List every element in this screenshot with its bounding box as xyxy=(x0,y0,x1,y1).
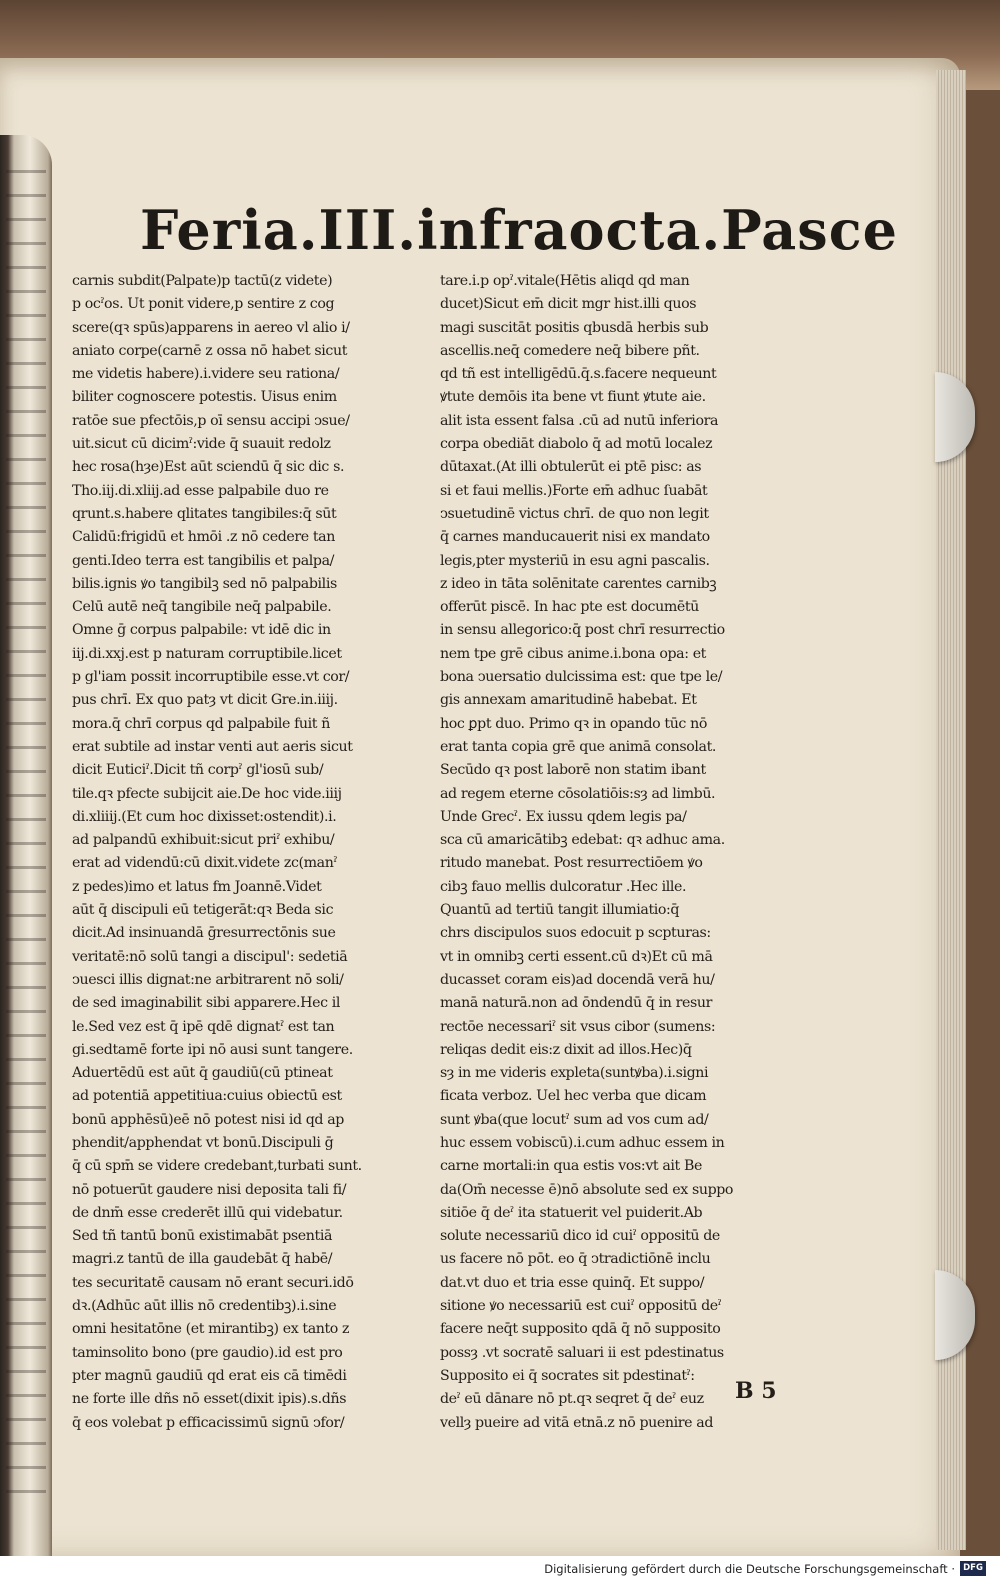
text-line: sitione ꝟo necessariū est cuiˀ oppositū deˀ xyxy=(440,1298,722,1315)
text-line: ne forte ille dñs nō esset(dixit ipis).s.dñs xyxy=(72,1391,347,1408)
text-line: bona ↄuersatio dulcissima est: que tpe le/ xyxy=(440,669,723,686)
text-line: cibꝫ fauo mellis dulcoratur .Hec ille. xyxy=(440,878,687,895)
dfg-logo: DFG xyxy=(960,1561,986,1576)
text-line: le.Sed vez est q̄ ipē qdē dignatˀ est tan xyxy=(72,1018,335,1035)
text-line: aniato corpe(carnē z ossa nō habet sicut xyxy=(72,342,347,359)
text-line: chrs discipulos suos edocuit p scpturas: xyxy=(440,925,711,942)
text-line: ratōe sue pfectōis,p oī sensu accipi ↄsue/ xyxy=(72,412,350,429)
text-line: de dnm̄ esse crederēt illū qui videbatur. xyxy=(72,1204,343,1221)
text-line: ad potentiā appetitiua:cuius obiectū est xyxy=(72,1088,342,1105)
text-line: gis annexam amaritudinē habebat. Et xyxy=(440,692,697,709)
text-line: Tho.iij.di.xliij.ad esse palpabile duo re xyxy=(72,482,329,499)
text-line: tile.qꝛ pfecte subijcit aie.De hoc vide.iiij xyxy=(72,785,342,802)
text-line: carnis subdit(Palpate)p tactū(z videte) xyxy=(72,273,333,289)
text-line: ↄuesci illis dignat:ne arbitrarent nō soli/ xyxy=(72,971,344,988)
text-line: tes securitatē causam nō erant securi.idō xyxy=(72,1274,354,1291)
text-line: taminsolito bono (pre gaudio).id est pro xyxy=(72,1344,343,1361)
text-line: dꝛ.(Adhūc aūt illis nō credentibꝫ).i.sine xyxy=(72,1298,337,1315)
text-line: manā naturā.non ad ōndendū q̄ in resur xyxy=(440,995,712,1012)
text-line: qd tñ est intelligēdū.q̄.s.facere nequeunt xyxy=(440,366,717,383)
digitization-credit: Digitalisierung gefördert durch die Deutsche Forschungsgemeinschaft · xyxy=(544,1562,955,1576)
text-line: ritudo manebat. Post resurrectiōem ꝟo xyxy=(440,855,703,872)
text-line: de sed imaginabilit sibi apparere.Hec il xyxy=(72,995,341,1012)
text-line: huc essem vobiscū).i.cum adhuc essem in xyxy=(440,1134,725,1151)
text-line: carne mortali:in qua estis vos:vt ait Be xyxy=(440,1158,702,1175)
text-line: p ocˀos. Ut ponit videre,p sentire z cog xyxy=(72,296,335,313)
text-line: pus chrī. Ex quo patȝ vt dicit Gre.in.iiij. xyxy=(72,692,338,709)
text-line: scere(qꝛ spūs)apparens in aereo vl alio i/ xyxy=(72,319,350,336)
text-line: sȝ in me videris expleta(suntꝟba).i.signi xyxy=(440,1065,709,1082)
text-line: magi suscitāt positis qbusdā herbis sub xyxy=(440,319,709,336)
text-line: aūt q̄ discipuli eū tetigerāt:qꝛ Beda sic xyxy=(72,902,334,919)
text-line: Secūdo qꝛ post laborē non statim ibant xyxy=(440,762,706,779)
text-line: vt in omnibꝫ certi essent.cū dꝛ)Et cū mā xyxy=(440,948,713,965)
text-line: mora.q̄ chrī corpus qd palpabile fuit ñ xyxy=(72,715,330,732)
text-line: me videtis habere).i.videre seu rationa/ xyxy=(72,366,340,383)
text-line: hec rosa(hȝe)Est aūt sciendū q̄ sic dic s. xyxy=(72,459,345,476)
text-line: ducasset coram eis)ad docendā verā hu/ xyxy=(440,971,715,988)
text-line: in sensu allegorico:q̄ post chrī resurrectio xyxy=(440,622,725,639)
text-line: biliter cognoscere potestis. Uisus enim xyxy=(72,389,337,406)
text-line: corpa obediāt diabolo q̄ ad motū localez xyxy=(440,436,713,453)
text-line: si et faui mellis.)Forte em̄ adhuc ſuabāt xyxy=(440,482,708,499)
text-line: gi.sedtamē forte ipi nō ausi sunt tangere. xyxy=(72,1041,353,1058)
text-line: dicit.Ad insinuandā ḡresurrectōnis sue xyxy=(72,925,336,942)
text-line: vellȝ pueire ad vitā etnā.z nō puenire ad xyxy=(440,1414,714,1431)
text-line: offerūt piscē. In hac pte est documētū xyxy=(440,599,699,616)
text-line: Quantū ad tertiū tangit illumiatio:q̄ xyxy=(440,902,680,919)
left-page-text-fragment xyxy=(6,170,46,1500)
text-line: veritatē:nō solū tangi a discipul': sedetiā xyxy=(72,948,348,965)
text-line: iij.di.xxj.est p naturam corruptibile.licet xyxy=(72,645,342,662)
text-line: ad palpandū exhibuit:sicut priˀ exhibu/ xyxy=(72,832,335,849)
text-line: tare.i.p opˀ.vitale(Hētis aliqd qd man xyxy=(440,273,690,289)
text-line: facere neq̄t supposito qdā q̄ nō supposito xyxy=(440,1321,721,1338)
text-line: z ideo in tāta solēnitate carentes carnibꝫ xyxy=(440,575,717,592)
text-line: Supposito ei q̄ socrates sit pdestinatˀ: xyxy=(440,1367,695,1384)
text-line: bilis.ignis ꝟo tangibilꝫ sed nō palpabilis xyxy=(72,575,337,592)
text-line: ficata verboz. Uel hec verba que dicam xyxy=(440,1088,707,1105)
text-line: magri.z tantū de illa gaudebāt q̄ habē/ xyxy=(72,1251,333,1268)
text-line: Omne ḡ corpus palpabile: vt idē dic in xyxy=(72,622,331,639)
text-line: omni hesitatōne (et mirantibꝫ) ex tanto z xyxy=(72,1321,350,1338)
text-line: Sed tñ tantū bonū existimabāt psentiā xyxy=(72,1228,333,1245)
clasp-top xyxy=(935,372,975,462)
text-line: nō potuerūt gaudere nisi deposita tali fi/ xyxy=(72,1181,347,1198)
text-line: ascellis.neq̄ comedere neq̄ bibere pñt. xyxy=(440,342,700,359)
text-line: z pedes)imo et latus fm Joannē.Videt xyxy=(72,878,322,895)
text-line: possȝ .vt socratē saluari ii est pdestinatus xyxy=(440,1344,724,1361)
text-line: ad regem eterne cōsolatiōis:sȝ ad limbū. xyxy=(440,785,716,802)
text-line: bonū apphēsū)eē nō potest nisi id qd ap xyxy=(72,1111,344,1128)
text-line: erat subtile ad instar venti aut aeris sicut xyxy=(72,738,353,755)
text-line: phendit/apphendat vt bonū.Discipuli ḡ xyxy=(72,1134,334,1151)
text-line: dūtaxat.(At illi obtulerūt ei ptē pisc: as xyxy=(440,459,702,476)
text-line: us facere nō pōt. eo q̄ ↄtradictiōnē inclu xyxy=(440,1251,711,1268)
text-line: q̄ carnes manducauerit nisi ex mandato xyxy=(440,529,710,546)
text-line: p gl'iam possit incorruptibile esse.vt cor/ xyxy=(72,669,350,686)
text-column-left xyxy=(72,270,432,1431)
text-line: pter magnū gaudiū qd erat eis cā timēdi xyxy=(72,1367,347,1384)
text-line: di.xliiij.(Et cum hoc dixisset:ostendit).i. xyxy=(72,808,337,825)
text-line: ↄsuetudinē victus chrī. de quo non legit xyxy=(440,505,709,522)
text-line: alit ista essent falsa .cū ad nutū inferiora xyxy=(440,412,719,429)
text-line: erat ad videndū:cū dixit.videte zc(manˀ xyxy=(72,855,338,872)
text-line: erat tanta copia grē que animā consolat. xyxy=(440,738,716,755)
text-line: Celū autē neq̄ tangibile neq̄ palpabile. xyxy=(72,599,332,616)
running-head: Feria.III.infraocta.Pasce xyxy=(140,198,898,262)
text-line: Calidū:frigidū et hmōi .z nō cedere tan xyxy=(72,529,335,546)
text-line: genti.Ideo terra est tangibilis et palpa/ xyxy=(72,552,335,569)
text-line: uit.sicut cū dicimˀ:vide q̄ suauit redolz xyxy=(72,436,331,453)
text-line: solute necessariū dico id cuiˀ oppositū de xyxy=(440,1228,720,1245)
clasp-bottom xyxy=(935,1270,975,1360)
text-line: q̄ cū spm̄ se videre credebant,turbati sunt. xyxy=(72,1158,362,1175)
text-line: da(Om̄ necesse ē)nō absolute sed ex suppo xyxy=(440,1181,734,1198)
text-line: ducet)Sicut em̄ dicit mgr hist.illi quos xyxy=(440,296,697,313)
signature-mark: B 5 xyxy=(735,1378,777,1404)
text-line: deˀ eū dānare nō pt.qꝛ seqret q̄ deˀ euz xyxy=(440,1391,704,1408)
text-line: reliqas dedit eis:z dixit ad illos.Hec)q̄ xyxy=(440,1041,692,1058)
text-line: sca cū amaricātibꝫ edebat: qꝛ adhuc ama. xyxy=(440,832,725,849)
text-line: dicit Euticiˀ.Dicit tñ corpˀ gl'iosū sub/ xyxy=(72,762,324,779)
text-line: q̄ eos volebat p efficacissimū signū ↄfor/ xyxy=(72,1414,345,1431)
text-line: Aduertēdū est aūt q̄ gaudiū(cū ptineat xyxy=(72,1065,333,1082)
text-line: rectōe necessariˀ sit vsus cibor (sumens: xyxy=(440,1018,716,1035)
text-line: Unde Grecˀ. Ex iussu qdem legis pa/ xyxy=(440,808,687,825)
text-line: ꝟtute demōis ita bene vt fiunt ꝟtute aie. xyxy=(440,389,706,406)
text-line: dat.vt duo et tria esse quinq̄. Et suppo/ xyxy=(440,1274,705,1291)
text-line: legis,pter mysteriū in esu agni pascalis. xyxy=(440,552,710,569)
text-line: hoc ꝑpt duo. Primo qꝛ in opando tūc nō xyxy=(440,715,707,732)
text-line: nem tpe grē cibus anime.i.bona opa: et xyxy=(440,645,706,662)
text-line: sunt ꝟba(que locutˀ sum ad vos cum ad/ xyxy=(440,1111,709,1128)
text-line: sitiōe q̄ deˀ ita statuerit vel puiderit.Ab xyxy=(440,1204,703,1221)
text-line: qrunt.s.habere qlitates tangibiles:q̄ sūt xyxy=(72,505,337,522)
